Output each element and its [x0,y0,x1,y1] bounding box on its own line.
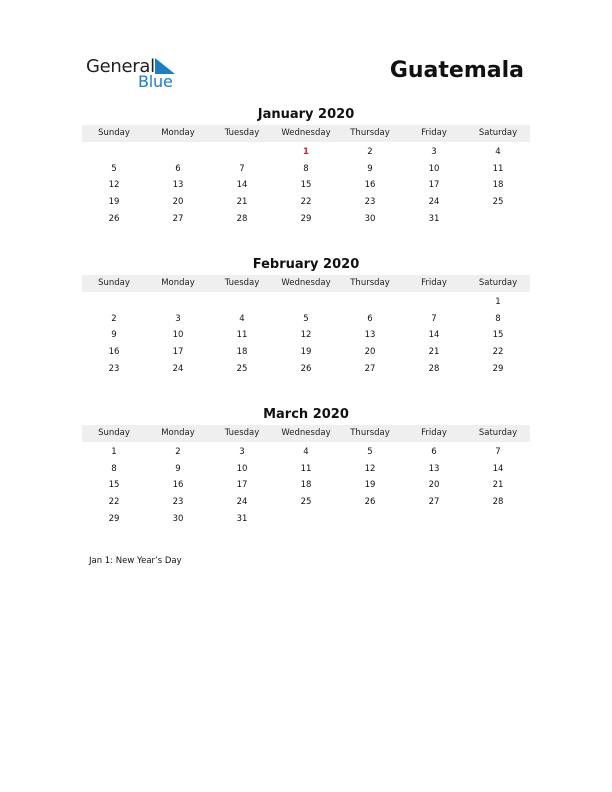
logo-blue-text: Blue [138,72,173,91]
month-title: February 2020 [252,257,360,272]
weekday-label: Sunday [98,278,130,288]
week-row [82,444,530,461]
week-row [82,344,530,361]
day-cell: 15 [492,330,504,341]
week-row [82,211,530,228]
day-cell: 11 [300,463,312,474]
day-cell: 21 [428,347,440,358]
day-cell: 28 [236,213,248,224]
weekday-label: Friday [421,428,447,438]
day-cell: 12 [300,330,312,341]
day-cell: 23 [364,197,376,208]
day-cell: 24 [236,497,248,508]
day-cell: 1 [303,147,309,157]
day-cell: 18 [300,480,312,491]
day-cell [210,144,274,161]
week-row [82,194,530,211]
day-cell: 8 [303,163,309,174]
day-cell: 27 [428,497,440,508]
day-cell: 7 [239,163,245,174]
day-cell: 23 [172,497,184,508]
day-cell: 11 [236,330,248,341]
day-cell: 30 [172,513,184,524]
weekday-label: Saturday [478,278,518,288]
day-cell: 19 [300,347,312,358]
day-cell: 10 [236,463,248,474]
day-cell: 18 [492,180,504,191]
day-cell: 20 [172,197,184,208]
day-cell: 1 [111,447,117,457]
day-cell: 4 [303,447,309,457]
day-cell: 20 [428,480,440,491]
day-cell: 27 [172,213,184,224]
day-cell: 9 [175,463,181,474]
day-cell: 11 [492,163,504,174]
day-cell: 8 [111,463,117,474]
day-cell: 25 [492,197,504,208]
day-cell: 21 [236,197,248,208]
day-cell: 28 [428,363,440,374]
weekday-label: Monday [161,278,195,288]
day-cell: 5 [367,447,373,457]
day-cell [146,144,210,161]
weekday-label: Saturday [478,428,518,438]
weekday-label: Tuesday [224,428,260,438]
weekday-label: Wednesday [281,278,331,288]
week-row [82,177,530,194]
day-cell: 28 [492,497,504,508]
week-row [82,311,530,328]
weekday-label: Thursday [350,428,390,438]
day-cell: 19 [364,480,376,491]
day-cell: 13 [428,463,440,474]
day-cell [338,511,402,528]
week-row [82,511,530,528]
day-cell: 14 [428,330,440,341]
weekday-label: Wednesday [281,428,331,438]
day-cell: 15 [300,180,312,191]
month-title: January 2020 [257,107,355,122]
weekday-label: Friday [421,278,447,288]
logo-general-text: General [86,56,155,77]
week-row [82,494,530,511]
day-cell: 22 [300,197,312,208]
day-cell: 9 [111,330,117,341]
day-cell: 22 [108,497,120,508]
day-cell: 2 [367,147,373,157]
day-cell: 29 [300,213,312,224]
day-cell: 25 [236,363,248,374]
day-cell [274,511,338,528]
weekday-label: Monday [161,428,195,438]
day-cell [82,144,146,161]
day-cell: 8 [495,313,501,324]
month-title: March 2020 [263,407,349,422]
day-cell: 18 [236,347,248,358]
day-cell: 30 [364,213,376,224]
weekday-label: Monday [161,128,195,138]
day-cell: 6 [367,313,373,324]
month-march [82,406,530,527]
day-cell: 26 [108,213,120,224]
day-cell: 5 [303,313,309,324]
generalblue-logo [86,56,186,96]
day-cell: 3 [175,313,181,324]
holiday-note: Jan 1: New Year’s Day [89,556,182,566]
day-cell: 13 [364,330,376,341]
day-cell: 16 [364,180,376,191]
day-cell [402,511,466,528]
day-cell [146,294,210,311]
weekday-header [82,275,530,292]
day-cell: 12 [364,463,376,474]
week-row [82,461,530,478]
day-cell: 1 [495,297,501,307]
month-days [82,442,530,527]
week-row [82,161,530,178]
week-row [82,361,530,378]
day-cell: 10 [172,330,184,341]
day-cell: 12 [108,180,120,191]
day-cell: 16 [172,480,184,491]
month-days [82,292,530,377]
week-row [82,327,530,344]
day-cell: 25 [300,497,312,508]
day-cell [274,294,338,311]
day-cell: 17 [236,480,248,491]
day-cell: 23 [108,363,120,374]
day-cell: 13 [172,180,184,191]
day-cell: 15 [108,480,120,491]
day-cell: 14 [492,463,504,474]
day-cell: 16 [108,347,120,358]
week-row [82,144,530,161]
weekday-label: Tuesday [224,128,260,138]
day-cell: 10 [428,163,440,174]
day-cell: 7 [495,447,501,457]
weekday-label: Saturday [478,128,518,138]
day-cell: 3 [431,147,437,157]
day-cell: 20 [364,347,376,358]
day-cell: 6 [175,163,181,174]
day-cell: 19 [108,197,120,208]
day-cell: 26 [364,497,376,508]
day-cell: 14 [236,180,248,191]
weekday-header [82,125,530,142]
day-cell: 4 [495,147,501,157]
day-cell: 2 [175,447,181,457]
day-cell: 17 [428,180,440,191]
day-cell: 27 [364,363,376,374]
day-cell: 24 [428,197,440,208]
week-row [82,294,530,311]
day-cell: 29 [108,513,120,524]
day-cell [466,511,530,528]
day-cell: 6 [431,447,437,457]
day-cell: 17 [172,347,184,358]
day-cell: 7 [431,313,437,324]
day-cell: 31 [236,513,248,524]
week-row [82,477,530,494]
day-cell: 2 [111,313,117,324]
weekday-label: Wednesday [281,128,331,138]
day-cell: 31 [428,213,440,224]
day-cell: 21 [492,480,504,491]
day-cell: 3 [239,447,245,457]
day-cell: 4 [239,313,245,324]
weekday-label: Thursday [350,128,390,138]
holiday-notes [89,556,182,566]
day-cell: 26 [300,363,312,374]
weekday-label: Sunday [98,128,130,138]
weekday-label: Thursday [350,278,390,288]
weekday-label: Sunday [98,428,130,438]
day-cell [466,211,530,228]
day-cell [338,294,402,311]
weekday-label: Friday [421,128,447,138]
country-title: Guatemala [389,58,524,83]
month-days [82,142,530,227]
day-cell [82,294,146,311]
day-cell: 9 [367,163,373,174]
day-cell [402,294,466,311]
month-february [82,256,530,377]
weekday-label: Tuesday [224,278,260,288]
day-cell: 24 [172,363,184,374]
day-cell: 29 [492,363,504,374]
weekday-header [82,425,530,442]
day-cell: 5 [111,163,117,174]
day-cell: 22 [492,347,504,358]
day-cell [210,294,274,311]
month-january [82,106,530,227]
